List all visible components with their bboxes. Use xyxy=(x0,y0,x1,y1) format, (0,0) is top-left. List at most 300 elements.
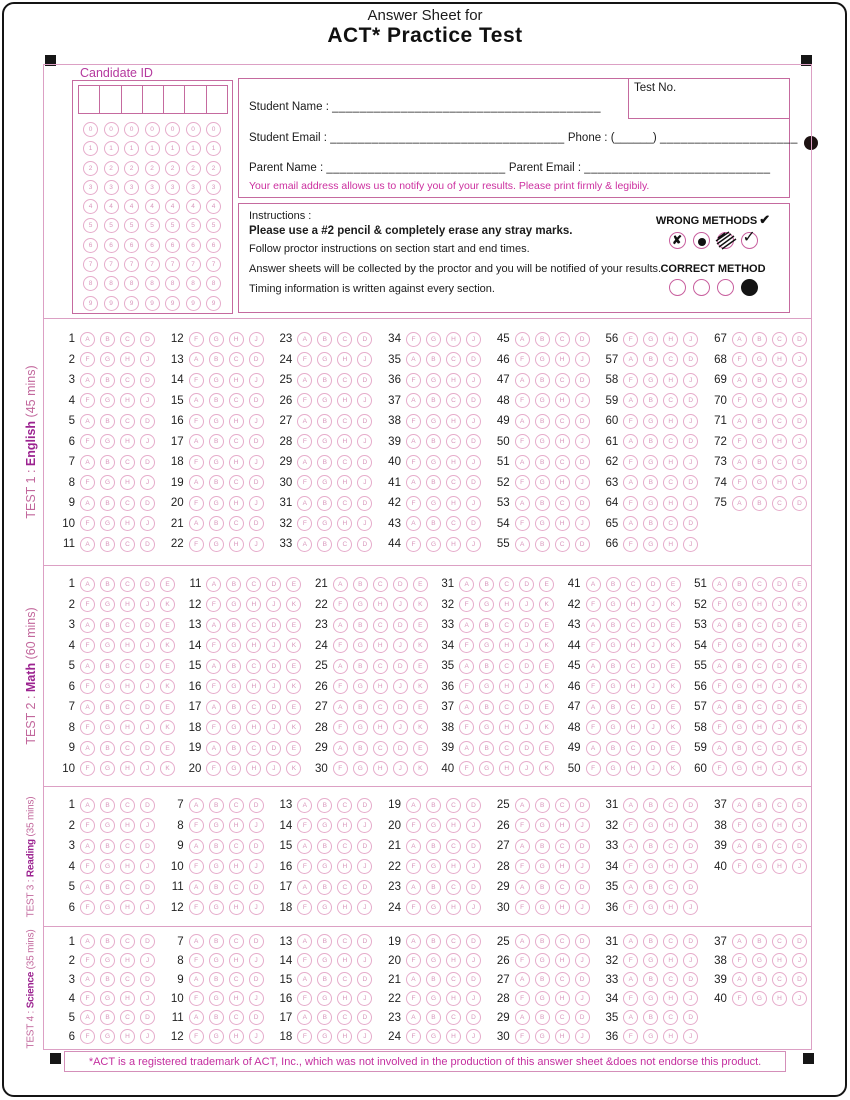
answer-bubble-science-3-A[interactable]: A xyxy=(80,972,95,987)
answer-bubble-math-41-A[interactable]: A xyxy=(586,577,601,592)
answer-bubble-english-73-A[interactable]: A xyxy=(732,455,747,470)
answer-bubble-english-30-F[interactable]: F xyxy=(297,475,312,490)
candidate-digit-bubble-9[interactable]: 9 xyxy=(124,296,139,311)
answer-bubble-english-30-H[interactable]: H xyxy=(337,475,352,490)
answer-bubble-english-2-H[interactable]: H xyxy=(120,352,135,367)
answer-bubble-math-34-F[interactable]: F xyxy=(459,638,474,653)
answer-bubble-math-44-H[interactable]: H xyxy=(626,638,641,653)
answer-bubble-reading-3-A[interactable]: A xyxy=(80,839,95,854)
candidate-digit-bubble-2[interactable]: 2 xyxy=(83,161,98,176)
answer-bubble-english-36-H[interactable]: H xyxy=(446,373,461,388)
answer-bubble-english-66-J[interactable]: J xyxy=(683,537,698,552)
test-no-box[interactable] xyxy=(628,78,790,119)
answer-bubble-english-38-F[interactable]: F xyxy=(406,414,421,429)
answer-bubble-math-19-E[interactable]: E xyxy=(286,741,301,756)
answer-bubble-science-31-A[interactable]: A xyxy=(623,934,638,949)
answer-bubble-math-26-G[interactable]: G xyxy=(353,679,368,694)
answer-bubble-english-69-A[interactable]: A xyxy=(732,373,747,388)
answer-bubble-science-15-B[interactable]: B xyxy=(317,972,332,987)
answer-bubble-math-44-J[interactable]: J xyxy=(646,638,661,653)
candidate-digit-bubble-8[interactable]: 8 xyxy=(124,276,139,291)
answer-bubble-reading-36-J[interactable]: J xyxy=(683,900,698,915)
answer-bubble-science-2-J[interactable]: J xyxy=(140,953,155,968)
answer-bubble-english-47-C[interactable]: C xyxy=(555,373,570,388)
answer-bubble-english-43-D[interactable]: D xyxy=(466,516,481,531)
answer-bubble-science-11-C[interactable]: C xyxy=(229,1010,244,1025)
answer-bubble-english-36-J[interactable]: J xyxy=(466,373,481,388)
answer-bubble-math-39-D[interactable]: D xyxy=(519,741,534,756)
answer-bubble-math-54-H[interactable]: H xyxy=(752,638,767,653)
answer-bubble-reading-6-H[interactable]: H xyxy=(120,900,135,915)
answer-bubble-reading-36-F[interactable]: F xyxy=(623,900,638,915)
answer-bubble-science-10-J[interactable]: J xyxy=(249,991,264,1006)
answer-bubble-english-28-G[interactable]: G xyxy=(317,434,332,449)
answer-bubble-english-21-B[interactable]: B xyxy=(209,516,224,531)
answer-bubble-english-54-G[interactable]: G xyxy=(535,516,550,531)
answer-bubble-math-9-D[interactable]: D xyxy=(140,741,155,756)
answer-bubble-math-18-K[interactable]: K xyxy=(286,720,301,735)
answer-bubble-math-18-H[interactable]: H xyxy=(246,720,261,735)
candidate-digit-bubble-8[interactable]: 8 xyxy=(104,276,119,291)
answer-bubble-math-40-K[interactable]: K xyxy=(539,761,554,776)
answer-bubble-english-54-F[interactable]: F xyxy=(515,516,530,531)
answer-bubble-math-14-H[interactable]: H xyxy=(246,638,261,653)
answer-bubble-science-37-D[interactable]: D xyxy=(792,934,807,949)
candidate-id-cell[interactable] xyxy=(99,85,121,114)
answer-bubble-math-44-F[interactable]: F xyxy=(586,638,601,653)
answer-bubble-english-46-H[interactable]: H xyxy=(555,352,570,367)
answer-bubble-english-72-G[interactable]: G xyxy=(752,434,767,449)
answer-bubble-science-28-J[interactable]: J xyxy=(575,991,590,1006)
answer-bubble-english-23-C[interactable]: C xyxy=(337,332,352,347)
candidate-digit-bubble-5[interactable]: 5 xyxy=(165,218,180,233)
answer-bubble-reading-15-A[interactable]: A xyxy=(297,839,312,854)
answer-bubble-english-22-F[interactable]: F xyxy=(189,537,204,552)
answer-bubble-english-71-D[interactable]: D xyxy=(792,414,807,429)
answer-bubble-english-57-B[interactable]: B xyxy=(643,352,658,367)
answer-bubble-english-68-J[interactable]: J xyxy=(792,352,807,367)
answer-bubble-science-5-D[interactable]: D xyxy=(140,1010,155,1025)
answer-bubble-english-39-A[interactable]: A xyxy=(406,434,421,449)
answer-bubble-math-19-D[interactable]: D xyxy=(266,741,281,756)
answer-bubble-math-17-D[interactable]: D xyxy=(266,700,281,715)
answer-bubble-english-7-A[interactable]: A xyxy=(80,455,95,470)
answer-bubble-math-29-A[interactable]: A xyxy=(333,741,348,756)
answer-bubble-science-31-C[interactable]: C xyxy=(663,934,678,949)
answer-bubble-english-12-J[interactable]: J xyxy=(249,332,264,347)
answer-bubble-science-25-A[interactable]: A xyxy=(515,934,530,949)
answer-bubble-math-47-D[interactable]: D xyxy=(646,700,661,715)
answer-bubble-reading-19-D[interactable]: D xyxy=(466,798,481,813)
answer-bubble-reading-16-J[interactable]: J xyxy=(357,859,372,874)
answer-bubble-math-35-D[interactable]: D xyxy=(519,659,534,674)
answer-bubble-reading-40-G[interactable]: G xyxy=(752,859,767,874)
answer-bubble-english-51-B[interactable]: B xyxy=(535,455,550,470)
answer-bubble-math-35-B[interactable]: B xyxy=(479,659,494,674)
answer-bubble-reading-6-J[interactable]: J xyxy=(140,900,155,915)
answer-bubble-english-18-F[interactable]: F xyxy=(189,455,204,470)
answer-bubble-math-59-E[interactable]: E xyxy=(792,741,807,756)
answer-bubble-science-37-B[interactable]: B xyxy=(752,934,767,949)
answer-bubble-reading-31-D[interactable]: D xyxy=(683,798,698,813)
answer-bubble-math-10-F[interactable]: F xyxy=(80,761,95,776)
answer-bubble-math-51-C[interactable]: C xyxy=(752,577,767,592)
answer-bubble-science-40-G[interactable]: G xyxy=(752,991,767,1006)
answer-bubble-english-70-G[interactable]: G xyxy=(752,393,767,408)
answer-bubble-science-36-H[interactable]: H xyxy=(663,1029,678,1044)
answer-bubble-math-36-J[interactable]: J xyxy=(519,679,534,694)
answer-bubble-reading-8-H[interactable]: H xyxy=(229,818,244,833)
answer-bubble-english-45-D[interactable]: D xyxy=(575,332,590,347)
answer-bubble-reading-1-A[interactable]: A xyxy=(80,798,95,813)
answer-bubble-english-57-D[interactable]: D xyxy=(683,352,698,367)
answer-bubble-english-19-C[interactable]: C xyxy=(229,475,244,490)
answer-bubble-math-34-G[interactable]: G xyxy=(479,638,494,653)
answer-bubble-english-74-J[interactable]: J xyxy=(792,475,807,490)
answer-bubble-science-4-G[interactable]: G xyxy=(100,991,115,1006)
answer-bubble-math-11-B[interactable]: B xyxy=(226,577,241,592)
candidate-digit-bubble-0[interactable]: 0 xyxy=(165,122,180,137)
answer-bubble-reading-29-B[interactable]: B xyxy=(535,880,550,895)
answer-bubble-english-53-A[interactable]: A xyxy=(515,496,530,511)
answer-bubble-science-30-J[interactable]: J xyxy=(575,1029,590,1044)
answer-bubble-math-24-K[interactable]: K xyxy=(413,638,428,653)
answer-bubble-english-62-F[interactable]: F xyxy=(623,455,638,470)
answer-bubble-math-57-A[interactable]: A xyxy=(712,700,727,715)
candidate-digit-bubble-4[interactable]: 4 xyxy=(165,199,180,214)
answer-bubble-science-36-J[interactable]: J xyxy=(683,1029,698,1044)
answer-bubble-english-52-J[interactable]: J xyxy=(575,475,590,490)
answer-bubble-english-41-D[interactable]: D xyxy=(466,475,481,490)
answer-bubble-english-53-B[interactable]: B xyxy=(535,496,550,511)
answer-bubble-science-1-D[interactable]: D xyxy=(140,934,155,949)
answer-bubble-reading-19-C[interactable]: C xyxy=(446,798,461,813)
answer-bubble-math-37-C[interactable]: C xyxy=(499,700,514,715)
candidate-digit-bubble-8[interactable]: 8 xyxy=(165,276,180,291)
answer-bubble-english-1-D[interactable]: D xyxy=(140,332,155,347)
answer-bubble-science-12-J[interactable]: J xyxy=(249,1029,264,1044)
candidate-digit-bubble-7[interactable]: 7 xyxy=(104,257,119,272)
answer-bubble-math-11-E[interactable]: E xyxy=(286,577,301,592)
answer-bubble-science-8-H[interactable]: H xyxy=(229,953,244,968)
answer-bubble-english-15-B[interactable]: B xyxy=(209,393,224,408)
candidate-id-cell[interactable] xyxy=(142,85,164,114)
answer-bubble-science-19-C[interactable]: C xyxy=(446,934,461,949)
answer-bubble-reading-33-B[interactable]: B xyxy=(643,839,658,854)
answer-bubble-math-31-E[interactable]: E xyxy=(539,577,554,592)
answer-bubble-english-38-H[interactable]: H xyxy=(446,414,461,429)
answer-bubble-english-29-B[interactable]: B xyxy=(317,455,332,470)
answer-bubble-english-69-D[interactable]: D xyxy=(792,373,807,388)
answer-bubble-english-48-F[interactable]: F xyxy=(515,393,530,408)
answer-bubble-english-73-D[interactable]: D xyxy=(792,455,807,470)
answer-bubble-english-6-J[interactable]: J xyxy=(140,434,155,449)
candidate-digit-bubble-0[interactable]: 0 xyxy=(186,122,201,137)
answer-bubble-math-35-E[interactable]: E xyxy=(539,659,554,674)
answer-bubble-math-38-F[interactable]: F xyxy=(459,720,474,735)
answer-bubble-reading-9-B[interactable]: B xyxy=(209,839,224,854)
answer-bubble-math-56-K[interactable]: K xyxy=(792,679,807,694)
answer-bubble-reading-30-J[interactable]: J xyxy=(575,900,590,915)
answer-bubble-reading-17-D[interactable]: D xyxy=(357,880,372,895)
answer-bubble-science-31-B[interactable]: B xyxy=(643,934,658,949)
answer-bubble-english-60-F[interactable]: F xyxy=(623,414,638,429)
answer-bubble-math-31-D[interactable]: D xyxy=(519,577,534,592)
answer-bubble-math-28-H[interactable]: H xyxy=(373,720,388,735)
answer-bubble-math-26-F[interactable]: F xyxy=(333,679,348,694)
answer-bubble-reading-25-A[interactable]: A xyxy=(515,798,530,813)
parent-name-field[interactable]: __________________________ xyxy=(326,162,506,174)
answer-bubble-english-49-B[interactable]: B xyxy=(535,414,550,429)
answer-bubble-math-23-B[interactable]: B xyxy=(353,618,368,633)
answer-bubble-english-61-C[interactable]: C xyxy=(663,434,678,449)
answer-bubble-science-11-B[interactable]: B xyxy=(209,1010,224,1025)
answer-bubble-reading-27-D[interactable]: D xyxy=(575,839,590,854)
answer-bubble-math-6-H[interactable]: H xyxy=(120,679,135,694)
answer-bubble-english-41-B[interactable]: B xyxy=(426,475,441,490)
answer-bubble-science-17-C[interactable]: C xyxy=(337,1010,352,1025)
candidate-digit-bubble-5[interactable]: 5 xyxy=(124,218,139,233)
answer-bubble-english-34-H[interactable]: H xyxy=(446,332,461,347)
answer-bubble-science-7-A[interactable]: A xyxy=(189,934,204,949)
answer-bubble-english-56-J[interactable]: J xyxy=(683,332,698,347)
answer-bubble-math-3-A[interactable]: A xyxy=(80,618,95,633)
answer-bubble-science-2-H[interactable]: H xyxy=(120,953,135,968)
answer-bubble-reading-25-B[interactable]: B xyxy=(535,798,550,813)
phone-field[interactable]: ____________________ xyxy=(659,132,798,144)
answer-bubble-english-28-J[interactable]: J xyxy=(357,434,372,449)
answer-bubble-science-14-J[interactable]: J xyxy=(357,953,372,968)
answer-bubble-reading-8-F[interactable]: F xyxy=(189,818,204,833)
answer-bubble-science-20-H[interactable]: H xyxy=(446,953,461,968)
answer-bubble-english-26-J[interactable]: J xyxy=(357,393,372,408)
answer-bubble-math-57-B[interactable]: B xyxy=(732,700,747,715)
answer-bubble-math-26-K[interactable]: K xyxy=(413,679,428,694)
answer-bubble-reading-38-F[interactable]: F xyxy=(732,818,747,833)
answer-bubble-reading-7-A[interactable]: A xyxy=(189,798,204,813)
answer-bubble-math-10-H[interactable]: H xyxy=(120,761,135,776)
candidate-digit-bubble-7[interactable]: 7 xyxy=(83,257,98,272)
candidate-digit-bubble-4[interactable]: 4 xyxy=(83,199,98,214)
answer-bubble-math-33-A[interactable]: A xyxy=(459,618,474,633)
answer-bubble-math-49-E[interactable]: E xyxy=(666,741,681,756)
answer-bubble-math-39-B[interactable]: B xyxy=(479,741,494,756)
candidate-digit-bubble-9[interactable]: 9 xyxy=(83,296,98,311)
answer-bubble-reading-1-C[interactable]: C xyxy=(120,798,135,813)
answer-bubble-science-22-G[interactable]: G xyxy=(426,991,441,1006)
answer-bubble-english-67-C[interactable]: C xyxy=(772,332,787,347)
answer-bubble-math-9-B[interactable]: B xyxy=(100,741,115,756)
answer-bubble-math-47-E[interactable]: E xyxy=(666,700,681,715)
answer-bubble-english-45-B[interactable]: B xyxy=(535,332,550,347)
answer-bubble-science-6-F[interactable]: F xyxy=(80,1029,95,1044)
answer-bubble-math-27-D[interactable]: D xyxy=(393,700,408,715)
answer-bubble-math-41-D[interactable]: D xyxy=(646,577,661,592)
answer-bubble-math-30-F[interactable]: F xyxy=(333,761,348,776)
answer-bubble-math-14-J[interactable]: J xyxy=(266,638,281,653)
candidate-digit-bubble-1[interactable]: 1 xyxy=(83,141,98,156)
answer-bubble-science-8-F[interactable]: F xyxy=(189,953,204,968)
answer-bubble-science-16-H[interactable]: H xyxy=(337,991,352,1006)
answer-bubble-math-52-G[interactable]: G xyxy=(732,597,747,612)
answer-bubble-reading-19-B[interactable]: B xyxy=(426,798,441,813)
answer-bubble-math-47-A[interactable]: A xyxy=(586,700,601,715)
answer-bubble-science-37-C[interactable]: C xyxy=(772,934,787,949)
answer-bubble-english-1-A[interactable]: A xyxy=(80,332,95,347)
answer-bubble-math-3-B[interactable]: B xyxy=(100,618,115,633)
answer-bubble-english-4-J[interactable]: J xyxy=(140,393,155,408)
answer-bubble-english-64-J[interactable]: J xyxy=(683,496,698,511)
answer-bubble-math-5-C[interactable]: C xyxy=(120,659,135,674)
answer-bubble-math-52-F[interactable]: F xyxy=(712,597,727,612)
answer-bubble-math-45-E[interactable]: E xyxy=(666,659,681,674)
answer-bubble-math-41-B[interactable]: B xyxy=(606,577,621,592)
answer-bubble-reading-2-H[interactable]: H xyxy=(120,818,135,833)
answer-bubble-reading-2-F[interactable]: F xyxy=(80,818,95,833)
answer-bubble-english-60-H[interactable]: H xyxy=(663,414,678,429)
answer-bubble-math-34-J[interactable]: J xyxy=(519,638,534,653)
answer-bubble-english-42-H[interactable]: H xyxy=(446,496,461,511)
answer-bubble-math-47-C[interactable]: C xyxy=(626,700,641,715)
answer-bubble-english-72-H[interactable]: H xyxy=(772,434,787,449)
answer-bubble-math-46-K[interactable]: K xyxy=(666,679,681,694)
answer-bubble-math-40-G[interactable]: G xyxy=(479,761,494,776)
answer-bubble-english-25-D[interactable]: D xyxy=(357,373,372,388)
answer-bubble-reading-27-A[interactable]: A xyxy=(515,839,530,854)
answer-bubble-english-31-B[interactable]: B xyxy=(317,496,332,511)
answer-bubble-english-14-G[interactable]: G xyxy=(209,373,224,388)
answer-bubble-english-9-D[interactable]: D xyxy=(140,496,155,511)
candidate-digit-bubble-7[interactable]: 7 xyxy=(165,257,180,272)
answer-bubble-english-13-D[interactable]: D xyxy=(249,352,264,367)
answer-bubble-math-60-K[interactable]: K xyxy=(792,761,807,776)
answer-bubble-english-49-C[interactable]: C xyxy=(555,414,570,429)
answer-bubble-math-32-H[interactable]: H xyxy=(499,597,514,612)
answer-bubble-english-10-F[interactable]: F xyxy=(80,516,95,531)
answer-bubble-math-45-B[interactable]: B xyxy=(606,659,621,674)
answer-bubble-science-12-F[interactable]: F xyxy=(189,1029,204,1044)
answer-bubble-english-13-B[interactable]: B xyxy=(209,352,224,367)
answer-bubble-english-49-D[interactable]: D xyxy=(575,414,590,429)
answer-bubble-science-18-F[interactable]: F xyxy=(297,1029,312,1044)
answer-bubble-english-11-C[interactable]: C xyxy=(120,537,135,552)
answer-bubble-reading-21-B[interactable]: B xyxy=(426,839,441,854)
answer-bubble-reading-27-B[interactable]: B xyxy=(535,839,550,854)
answer-bubble-science-10-F[interactable]: F xyxy=(189,991,204,1006)
answer-bubble-reading-8-J[interactable]: J xyxy=(249,818,264,833)
answer-bubble-math-41-E[interactable]: E xyxy=(666,577,681,592)
answer-bubble-science-40-H[interactable]: H xyxy=(772,991,787,1006)
answer-bubble-science-34-J[interactable]: J xyxy=(683,991,698,1006)
answer-bubble-science-34-F[interactable]: F xyxy=(623,991,638,1006)
answer-bubble-math-46-J[interactable]: J xyxy=(646,679,661,694)
answer-bubble-english-53-D[interactable]: D xyxy=(575,496,590,511)
answer-bubble-english-45-A[interactable]: A xyxy=(515,332,530,347)
answer-bubble-english-73-B[interactable]: B xyxy=(752,455,767,470)
candidate-digit-bubble-1[interactable]: 1 xyxy=(206,141,221,156)
answer-bubble-math-17-B[interactable]: B xyxy=(226,700,241,715)
answer-bubble-math-58-F[interactable]: F xyxy=(712,720,727,735)
answer-bubble-english-49-A[interactable]: A xyxy=(515,414,530,429)
answer-bubble-math-4-G[interactable]: G xyxy=(100,638,115,653)
answer-bubble-english-67-B[interactable]: B xyxy=(752,332,767,347)
answer-bubble-english-41-A[interactable]: A xyxy=(406,475,421,490)
candidate-digit-bubble-3[interactable]: 3 xyxy=(206,180,221,195)
answer-bubble-english-25-B[interactable]: B xyxy=(317,373,332,388)
answer-bubble-math-18-J[interactable]: J xyxy=(266,720,281,735)
answer-bubble-english-16-F[interactable]: F xyxy=(189,414,204,429)
answer-bubble-english-39-B[interactable]: B xyxy=(426,434,441,449)
answer-bubble-science-29-B[interactable]: B xyxy=(535,1010,550,1025)
answer-bubble-science-21-C[interactable]: C xyxy=(446,972,461,987)
answer-bubble-english-23-D[interactable]: D xyxy=(357,332,372,347)
answer-bubble-math-54-G[interactable]: G xyxy=(732,638,747,653)
answer-bubble-english-14-F[interactable]: F xyxy=(189,373,204,388)
answer-bubble-english-13-A[interactable]: A xyxy=(189,352,204,367)
answer-bubble-english-60-J[interactable]: J xyxy=(683,414,698,429)
answer-bubble-science-29-D[interactable]: D xyxy=(575,1010,590,1025)
answer-bubble-english-17-A[interactable]: A xyxy=(189,434,204,449)
answer-bubble-math-37-D[interactable]: D xyxy=(519,700,534,715)
answer-bubble-english-15-C[interactable]: C xyxy=(229,393,244,408)
answer-bubble-science-28-G[interactable]: G xyxy=(535,991,550,1006)
answer-bubble-math-54-J[interactable]: J xyxy=(772,638,787,653)
answer-bubble-english-19-D[interactable]: D xyxy=(249,475,264,490)
answer-bubble-english-68-H[interactable]: H xyxy=(772,352,787,367)
answer-bubble-science-3-D[interactable]: D xyxy=(140,972,155,987)
answer-bubble-english-50-J[interactable]: J xyxy=(575,434,590,449)
answer-bubble-english-20-J[interactable]: J xyxy=(249,496,264,511)
answer-bubble-math-45-D[interactable]: D xyxy=(646,659,661,674)
candidate-digit-bubble-3[interactable]: 3 xyxy=(83,180,98,195)
answer-bubble-math-54-K[interactable]: K xyxy=(792,638,807,653)
answer-bubble-science-33-C[interactable]: C xyxy=(663,972,678,987)
answer-bubble-math-49-A[interactable]: A xyxy=(586,741,601,756)
answer-bubble-english-19-A[interactable]: A xyxy=(189,475,204,490)
answer-bubble-math-28-F[interactable]: F xyxy=(333,720,348,735)
answer-bubble-math-33-C[interactable]: C xyxy=(499,618,514,633)
answer-bubble-math-10-K[interactable]: K xyxy=(160,761,175,776)
answer-bubble-english-75-C[interactable]: C xyxy=(772,496,787,511)
answer-bubble-reading-32-J[interactable]: J xyxy=(683,818,698,833)
answer-bubble-math-15-D[interactable]: D xyxy=(266,659,281,674)
answer-bubble-math-20-F[interactable]: F xyxy=(206,761,221,776)
answer-bubble-science-6-J[interactable]: J xyxy=(140,1029,155,1044)
candidate-digit-bubble-5[interactable]: 5 xyxy=(206,218,221,233)
answer-bubble-reading-16-H[interactable]: H xyxy=(337,859,352,874)
answer-bubble-math-8-H[interactable]: H xyxy=(120,720,135,735)
answer-bubble-english-4-H[interactable]: H xyxy=(120,393,135,408)
answer-bubble-english-46-G[interactable]: G xyxy=(535,352,550,367)
answer-bubble-reading-9-D[interactable]: D xyxy=(249,839,264,854)
answer-bubble-science-39-A[interactable]: A xyxy=(732,972,747,987)
answer-bubble-science-5-B[interactable]: B xyxy=(100,1010,115,1025)
answer-bubble-math-18-G[interactable]: G xyxy=(226,720,241,735)
answer-bubble-math-33-B[interactable]: B xyxy=(479,618,494,633)
answer-bubble-reading-33-C[interactable]: C xyxy=(663,839,678,854)
answer-bubble-english-21-C[interactable]: C xyxy=(229,516,244,531)
answer-bubble-reading-21-D[interactable]: D xyxy=(466,839,481,854)
answer-bubble-math-17-E[interactable]: E xyxy=(286,700,301,715)
candidate-digit-bubble-6[interactable]: 6 xyxy=(124,238,139,253)
answer-bubble-math-46-H[interactable]: H xyxy=(626,679,641,694)
candidate-digit-bubble-2[interactable]: 2 xyxy=(124,161,139,176)
answer-bubble-science-32-H[interactable]: H xyxy=(663,953,678,968)
answer-bubble-science-23-A[interactable]: A xyxy=(406,1010,421,1025)
answer-bubble-math-8-F[interactable]: F xyxy=(80,720,95,735)
answer-bubble-math-6-J[interactable]: J xyxy=(140,679,155,694)
answer-bubble-reading-38-J[interactable]: J xyxy=(792,818,807,833)
